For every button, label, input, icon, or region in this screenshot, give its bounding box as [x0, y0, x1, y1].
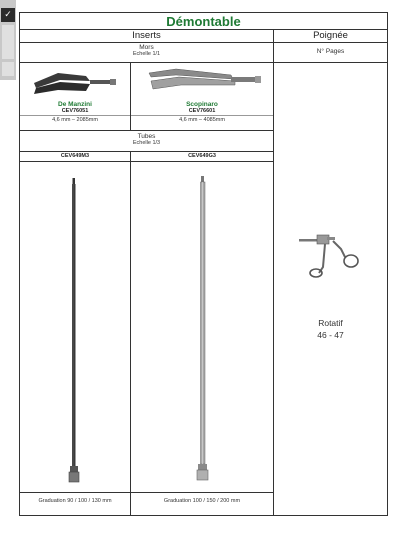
chapter-tab-2[interactable]: [2, 25, 14, 59]
jaw-dims: 4,6 mm – 2085mm: [52, 117, 98, 123]
tubes-label: Tubes: [137, 133, 156, 140]
section-handle-header: Poignée: [313, 30, 348, 41]
handle-pages: 46 - 47: [317, 330, 344, 340]
jaws-header: [20, 44, 273, 62]
jaw-image-scopinaro: [131, 63, 273, 101]
tubes-scale: Echelle 1/3: [132, 140, 161, 146]
jaws-label: Mors: [139, 44, 154, 51]
chapter-tab[interactable]: ✓: [1, 8, 15, 22]
jaw-name: Scopinaro: [186, 101, 218, 108]
tube-code-1: CEV649M3: [60, 153, 90, 159]
handle-image: [299, 229, 363, 281]
chapter-tab-3[interactable]: [2, 62, 14, 76]
product-table: [19, 12, 388, 516]
tube-graduation-1: Graduation 90 / 100 / 130 mm: [38, 498, 112, 504]
table-title: Démontable: [166, 14, 241, 29]
jaw-image-de-manzini: [20, 63, 130, 101]
tube-image-1: [20, 162, 130, 492]
section-inserts-header: Inserts: [132, 30, 161, 41]
jaw-code: CEV76051: [61, 108, 89, 114]
tube-code-2: CEV649G3: [188, 153, 216, 159]
jaw-name: De Manzini: [58, 101, 92, 108]
tube-image-2: [131, 162, 273, 492]
pages-label: N° Pages: [316, 48, 345, 55]
jaws-scale: Echelle 1/1: [132, 51, 161, 57]
jaw-dims: 4,6 mm – 4085mm: [179, 117, 225, 123]
handle-name: Rotatif: [318, 318, 343, 328]
sidebar-strip: [0, 0, 16, 80]
tube-graduation-2: Graduation 100 / 150 / 200 mm: [163, 498, 241, 504]
tubes-header: [20, 133, 273, 149]
jaw-code: CEV76601: [188, 108, 216, 114]
